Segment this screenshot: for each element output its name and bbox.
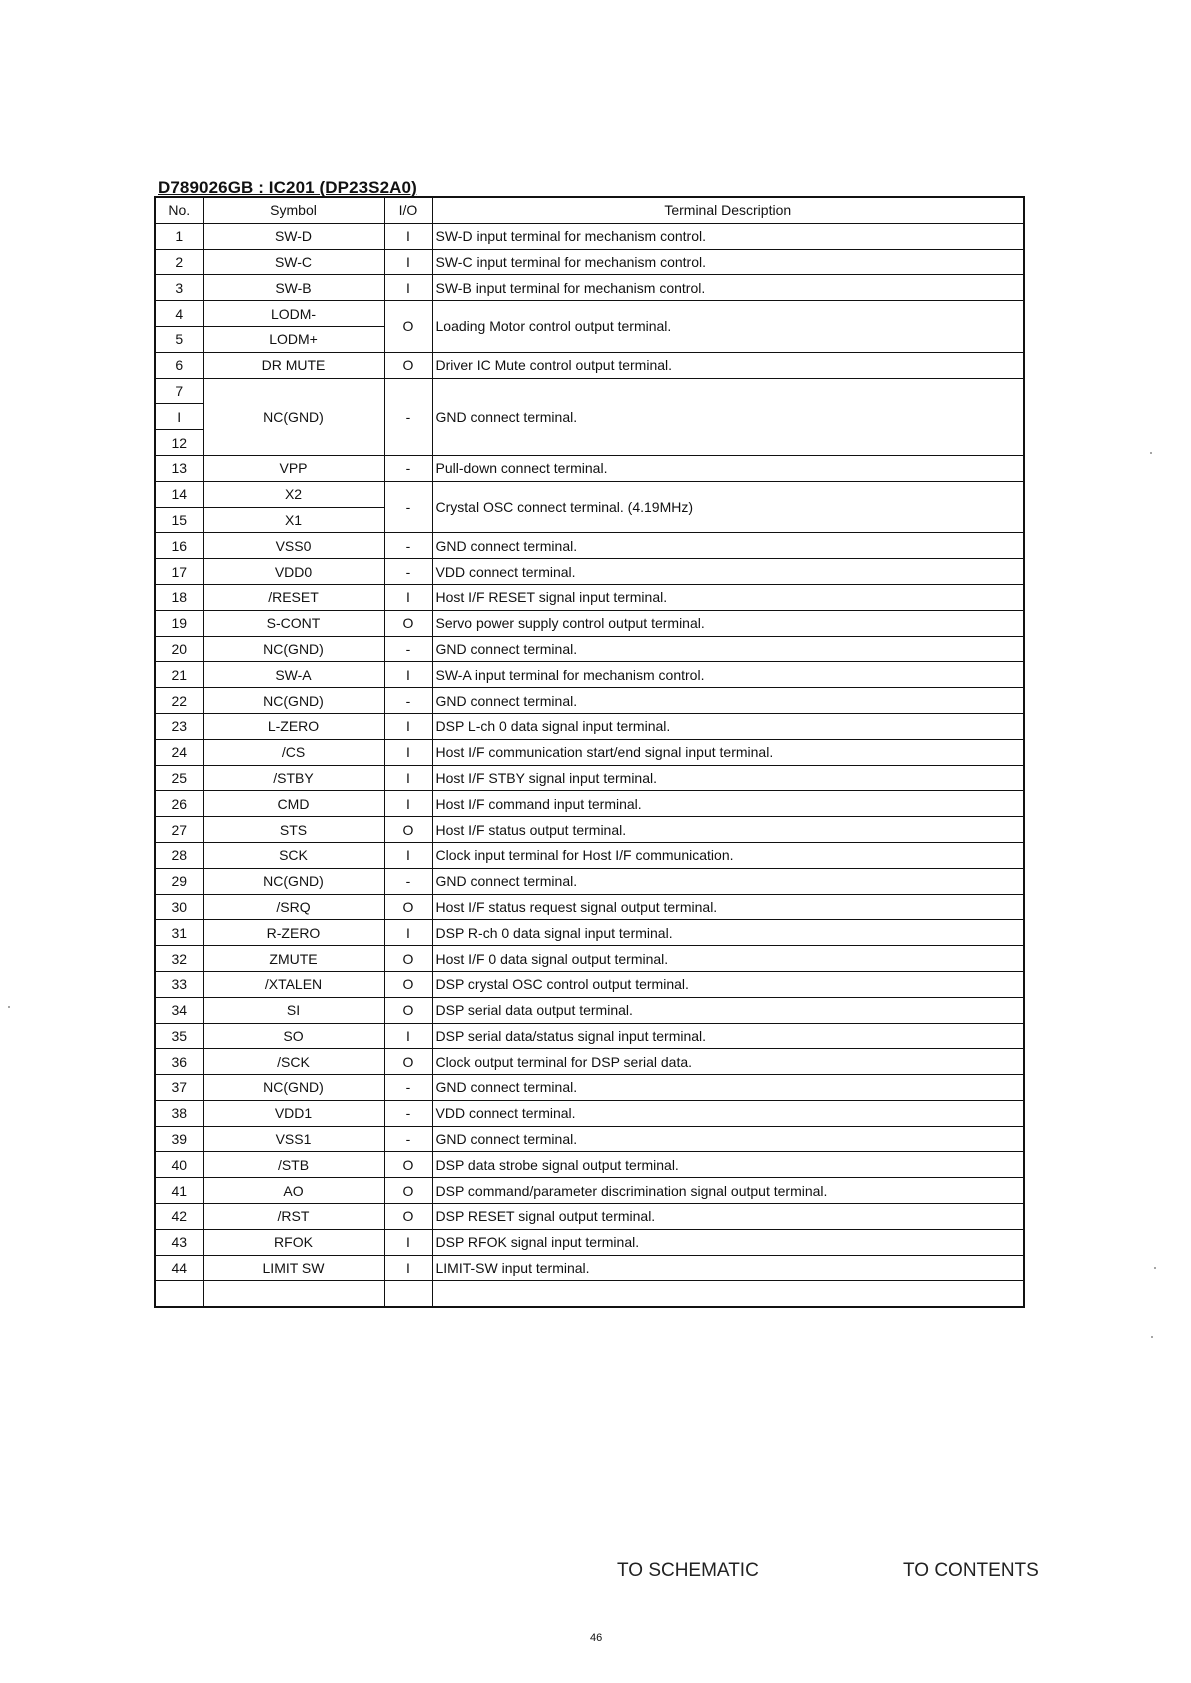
pin-description-table [154,196,1025,1308]
pin-io: I [384,1229,432,1255]
pin-description: GND connect terminal. [432,1126,1024,1152]
table-row [155,920,1024,946]
pin-symbol: SW-D [203,223,384,249]
table-row [155,223,1024,249]
pin-description: VDD connect terminal. [432,559,1024,585]
table-header-row [155,197,1024,223]
pin-io: I [384,739,432,765]
pin-io: O [384,817,432,843]
pin-symbol: NC(GND) [203,1075,384,1101]
table-row [155,1178,1024,1204]
pin-no: 41 [155,1178,203,1204]
pin-description: DSP R-ch 0 data signal input terminal. [432,920,1024,946]
pin-description: VDD connect terminal. [432,1100,1024,1126]
pin-symbol: X2 [203,481,384,507]
pin-description: GND connect terminal. [432,1075,1024,1101]
pin-no: 44 [155,1255,203,1281]
pin-io: O [384,894,432,920]
table-row [155,1100,1024,1126]
pin-description: DSP L-ch 0 data signal input terminal. [432,713,1024,739]
pin-symbol: STS [203,817,384,843]
pin-symbol: ZMUTE [203,946,384,972]
pin-no: 2 [155,249,203,275]
pin-symbol: SI [203,997,384,1023]
to-contents-link[interactable]: TO CONTENTS [903,1560,1039,1581]
pin-symbol: /SRQ [203,894,384,920]
table-row [155,1204,1024,1230]
pin-io [384,1281,432,1307]
table-row [155,610,1024,636]
table-row [155,868,1024,894]
pin-symbol: NC(GND) [203,378,384,455]
pin-symbol: L-ZERO [203,713,384,739]
table-row [155,378,1024,404]
pin-description: Crystal OSC connect terminal. (4.19MHz) [432,481,1024,533]
pin-no: 24 [155,739,203,765]
scan-speck [1151,1336,1153,1338]
pin-symbol: SW-C [203,249,384,275]
pin-symbol: SW-A [203,662,384,688]
page-number: 46 [590,1632,603,1644]
pin-io: O [384,1152,432,1178]
pin-description: Clock output terminal for DSP serial data. [432,1049,1024,1075]
pin-symbol: SCK [203,842,384,868]
table-row [155,662,1024,688]
pin-no: 38 [155,1100,203,1126]
table-row [155,1281,1024,1307]
pin-no: 1 [155,223,203,249]
pin-description: DSP crystal OSC control output terminal. [432,971,1024,997]
table-row [155,791,1024,817]
pin-io: O [384,1049,432,1075]
pin-io: O [384,946,432,972]
pin-description: DSP command/parameter discrimination signal output terminal. [432,1178,1024,1204]
scan-speck [1150,452,1152,454]
pin-symbol: /RST [203,1204,384,1230]
pin-symbol: VSS1 [203,1126,384,1152]
pin-io: - [384,533,432,559]
pin-description: DSP RFOK signal input terminal. [432,1229,1024,1255]
pin-symbol: LIMIT SW [203,1255,384,1281]
pin-description: Host I/F 0 data signal output terminal. [432,946,1024,972]
table-row [155,1126,1024,1152]
scan-speck [8,1006,10,1008]
pin-io: O [384,1178,432,1204]
pin-symbol: /SCK [203,1049,384,1075]
table-row [155,584,1024,610]
pin-description: SW-A input terminal for mechanism control. [432,662,1024,688]
pin-no: 5 [155,326,203,352]
pin-description [432,1281,1024,1307]
pin-description: GND connect terminal. [432,868,1024,894]
pin-description: Host I/F status request signal output terminal. [432,894,1024,920]
pin-description: GND connect terminal. [432,636,1024,662]
pin-no: 21 [155,662,203,688]
table-row [155,1229,1024,1255]
pin-io: - [384,378,432,455]
pin-no: 29 [155,868,203,894]
pin-symbol: /STB [203,1152,384,1178]
pin-no: 7 [155,378,203,404]
pin-description: Clock input terminal for Host I/F communication. [432,842,1024,868]
pin-no: 31 [155,920,203,946]
pin-io: - [384,1075,432,1101]
table-row [155,352,1024,378]
pin-description: Host I/F communication start/end signal input terminal. [432,739,1024,765]
pin-no: 40 [155,1152,203,1178]
pin-symbol: CMD [203,791,384,817]
pin-symbol: AO [203,1178,384,1204]
pin-io: - [384,455,432,481]
pin-symbol: /XTALEN [203,971,384,997]
table-row [155,533,1024,559]
pin-symbol: NC(GND) [203,688,384,714]
pin-io: O [384,971,432,997]
table-row [155,249,1024,275]
pin-io: I [384,223,432,249]
table-row [155,842,1024,868]
header-description: Terminal Description [432,197,1024,223]
header-io: I/O [384,197,432,223]
pin-io: - [384,688,432,714]
pin-no: 27 [155,817,203,843]
pin-symbol: SW-B [203,275,384,301]
header-symbol: Symbol [203,197,384,223]
pin-description: DSP serial data output terminal. [432,997,1024,1023]
pin-no: 15 [155,507,203,533]
pin-description: SW-B input terminal for mechanism control. [432,275,1024,301]
pin-description: LIMIT-SW input terminal. [432,1255,1024,1281]
pin-no: 39 [155,1126,203,1152]
pin-symbol [203,1281,384,1307]
pin-io: O [384,610,432,636]
pin-description: DSP RESET signal output terminal. [432,1204,1024,1230]
pin-no: 37 [155,1075,203,1101]
pin-io: I [384,713,432,739]
pin-io: I [384,275,432,301]
pin-symbol: /STBY [203,765,384,791]
table-row [155,688,1024,714]
pin-no: 28 [155,842,203,868]
pin-no: 16 [155,533,203,559]
pin-description: GND connect terminal. [432,533,1024,559]
pin-symbol: DR MUTE [203,352,384,378]
pin-description: DSP serial data/status signal input terminal. [432,1023,1024,1049]
pin-symbol: NC(GND) [203,868,384,894]
table-row [155,1023,1024,1049]
pin-io: O [384,1204,432,1230]
document-title: D789026GB : IC201 (DP23S2A0) [158,178,417,197]
pin-io: I [384,662,432,688]
pin-io: I [384,584,432,610]
pin-description: Host I/F status output terminal. [432,817,1024,843]
pin-no: 13 [155,455,203,481]
pin-symbol: VPP [203,455,384,481]
pin-no: 6 [155,352,203,378]
pin-no: 23 [155,713,203,739]
table-row [155,455,1024,481]
pin-description: Pull-down connect terminal. [432,455,1024,481]
pin-description: Loading Motor control output terminal. [432,301,1024,353]
pin-no: 33 [155,971,203,997]
table-row [155,481,1024,507]
pin-symbol: X1 [203,507,384,533]
pin-symbol: /RESET [203,584,384,610]
pin-io: I [384,920,432,946]
pin-no: 26 [155,791,203,817]
table-row [155,971,1024,997]
pin-description: Host I/F command input terminal. [432,791,1024,817]
table-row [155,1049,1024,1075]
pin-no: 36 [155,1049,203,1075]
pin-description: Host I/F STBY signal input terminal. [432,765,1024,791]
pin-io: O [384,352,432,378]
table-row [155,997,1024,1023]
pin-no [155,1281,203,1307]
pin-io: - [384,481,432,533]
table-row [155,946,1024,972]
pin-no: 30 [155,894,203,920]
pin-description: Host I/F RESET signal input terminal. [432,584,1024,610]
pin-description: DSP data strobe signal output terminal. [432,1152,1024,1178]
pin-io: I [384,249,432,275]
table-row [155,636,1024,662]
pin-no: 14 [155,481,203,507]
pin-no: 18 [155,584,203,610]
pin-io: - [384,1126,432,1152]
table-row [155,275,1024,301]
pin-symbol: /CS [203,739,384,765]
pin-description: GND connect terminal. [432,688,1024,714]
pin-io: I [384,765,432,791]
pin-no: 32 [155,946,203,972]
pin-no: 12 [155,430,203,456]
pin-no: 35 [155,1023,203,1049]
pin-description: SW-C input terminal for mechanism control. [432,249,1024,275]
pin-symbol: VDD1 [203,1100,384,1126]
pin-no: 42 [155,1204,203,1230]
pin-io: - [384,868,432,894]
pin-description: GND connect terminal. [432,378,1024,455]
pin-no: 19 [155,610,203,636]
pin-no: 20 [155,636,203,662]
table-row [155,301,1024,327]
pin-symbol: S-CONT [203,610,384,636]
scan-speck [1154,1267,1156,1269]
table-row [155,1255,1024,1281]
pin-io: I [384,1023,432,1049]
pin-symbol: LODM- [203,301,384,327]
pin-io: I [384,1255,432,1281]
pin-symbol: SO [203,1023,384,1049]
pin-io: I [384,791,432,817]
pin-description: Servo power supply control output terminal. [432,610,1024,636]
pin-io: I [384,842,432,868]
pin-symbol: LODM+ [203,326,384,352]
table-row [155,1075,1024,1101]
pin-no: 34 [155,997,203,1023]
pin-symbol: RFOK [203,1229,384,1255]
pin-io: - [384,559,432,585]
table-row [155,894,1024,920]
pin-io: O [384,301,432,353]
table-row [155,1152,1024,1178]
pin-symbol: VSS0 [203,533,384,559]
pin-description: Driver IC Mute control output terminal. [432,352,1024,378]
pin-symbol: NC(GND) [203,636,384,662]
table-row [155,559,1024,585]
to-schematic-link[interactable]: TO SCHEMATIC [617,1560,759,1581]
pin-no: 17 [155,559,203,585]
pin-io: O [384,997,432,1023]
pin-no: 43 [155,1229,203,1255]
pin-no: 3 [155,275,203,301]
table-row [155,817,1024,843]
pin-no: 25 [155,765,203,791]
pin-no: 22 [155,688,203,714]
pin-io: - [384,1100,432,1126]
pin-symbol: VDD0 [203,559,384,585]
table-row [155,739,1024,765]
pin-symbol: R-ZERO [203,920,384,946]
pin-no: 4 [155,301,203,327]
table-row [155,713,1024,739]
table-row [155,765,1024,791]
pin-io: - [384,636,432,662]
header-no: No. [155,197,203,223]
pin-description: SW-D input terminal for mechanism control. [432,223,1024,249]
pin-no-range-marker: I [155,404,203,430]
